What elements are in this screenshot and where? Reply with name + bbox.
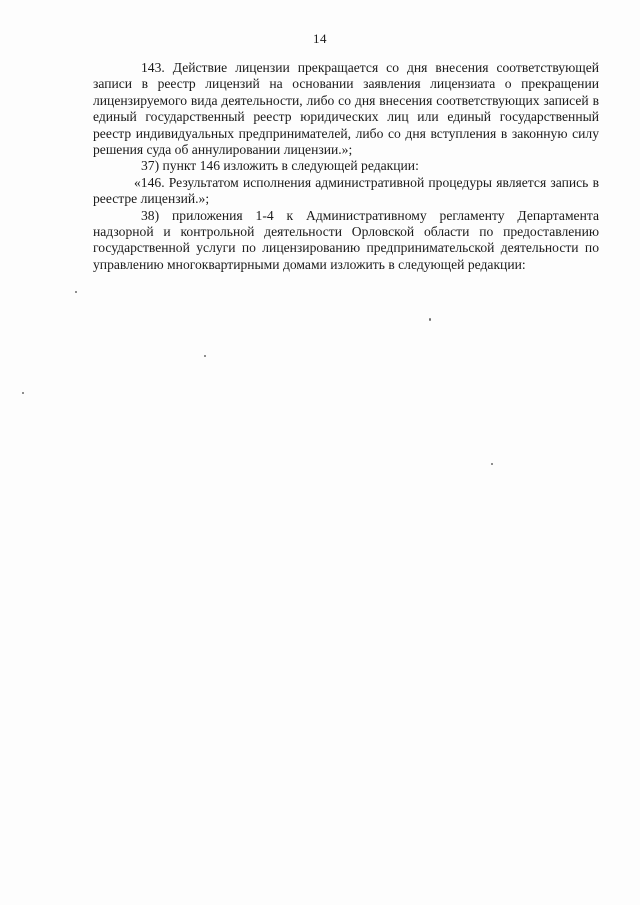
paragraph-item-37: 37) пункт 146 изложить в следующей редакции: bbox=[141, 158, 419, 174]
paragraph-143: 143. Действие лицензии прекращается со дня внесения соответствующей записи в реестр лицензий на основании заявления лицензиата о прекращении лицензируемого вида деятельности, либо со дня внесения соответствующих записей в единый государственный реестр юридических лиц или единый государственный реестр индивидуальных предпринимателей, либо со дня вступления в законную силу решения суда об аннулировании лицензии.»; bbox=[93, 60, 599, 158]
scan-speck bbox=[75, 291, 77, 293]
page-number: 14 bbox=[313, 31, 327, 46]
scan-speck bbox=[22, 392, 24, 394]
paragraph-item-38: 38) приложения 1-4 к Административному регламенту Департамента надзорной и контрольной деятельности Орловской области по предоставлению государственной услуги по лицензированию предпринимательской деятельности по управлению многоквартирными домами изложить в следующей редакции: bbox=[93, 207, 599, 272]
scan-speck bbox=[429, 318, 431, 321]
scan-speck bbox=[491, 463, 493, 465]
scan-speck bbox=[204, 355, 206, 357]
document-body bbox=[93, 60, 599, 273]
paragraph-146: «146. Результатом исполнения административной процедуры является запись в реестре лицензий.»; bbox=[93, 174, 599, 207]
